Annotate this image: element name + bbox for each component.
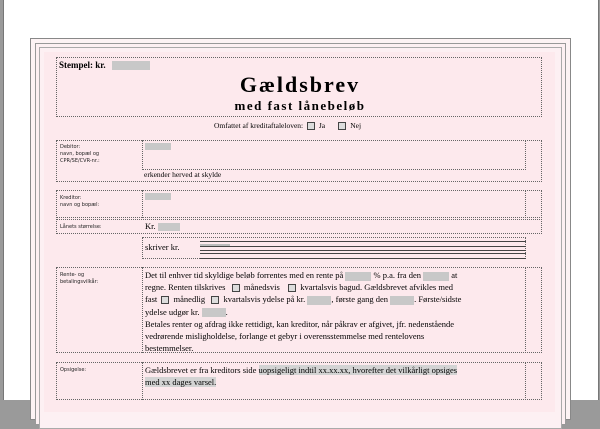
- debitor-sub1: navn, bopæl og: [60, 151, 100, 157]
- ja-checkbox[interactable]: [307, 122, 315, 130]
- kreditor-sub: navn og bopæl:: [60, 202, 100, 208]
- rente-start-date-field[interactable]: [423, 272, 449, 281]
- nej-checkbox[interactable]: [338, 122, 346, 130]
- debitor-field-box: [142, 140, 526, 170]
- opsigelse-paragraph: [145, 364, 457, 388]
- first-payment-date-field[interactable]: [390, 296, 414, 305]
- debitor-name-field[interactable]: [145, 143, 171, 150]
- rente-text-4b: .: [225, 306, 228, 317]
- document-title: Gældsbrev: [239, 72, 361, 97]
- rente-paragraph: [145, 269, 461, 354]
- rente-percent-field[interactable]: [345, 272, 371, 281]
- opsigelse-notice-field[interactable]: med xx dages varsel.: [145, 377, 217, 388]
- kreditor-field-box: [142, 190, 526, 218]
- stempel-amount-field[interactable]: [112, 61, 150, 70]
- skriver-label: skriver kr.: [145, 242, 180, 252]
- rente-text-3b: månedlig: [173, 294, 206, 305]
- rente-line-1: [145, 269, 461, 281]
- rente-label: Rente- og: [60, 272, 85, 278]
- rente-text-1a: Det til enhver tid skyldige beløb forrentes med en rente på: [145, 270, 344, 280]
- rente-text-3e: . Første/sidste: [414, 294, 462, 305]
- opsigelse-text-1a: Gældsbrevet er fra kreditors side: [145, 365, 257, 375]
- rente-line-4: [145, 306, 461, 318]
- kreditor-label: Kreditor:: [60, 195, 82, 201]
- stempel-line: [59, 60, 150, 70]
- rente-text-1c: at: [451, 270, 458, 280]
- maanedlig-checkbox[interactable]: [161, 296, 169, 304]
- rente-line-5: Betales renter og afdrag ikke rettidigt, kan kreditor, når påkrav er afgivet, jfr. nedenstående: [145, 318, 455, 329]
- rente-text-2c: kvartalsvis bagud. Gældsbrevet afvikles med: [300, 282, 453, 293]
- rente-text-4a: ydelse udgør kr.: [145, 306, 200, 317]
- document-subtitle: med fast lånebeløb: [234, 98, 366, 113]
- laanets-label: Lånets størrelse:: [60, 224, 102, 230]
- final-payment-amount-field[interactable]: [202, 308, 226, 317]
- opsigelse-terms-field[interactable]: uopsigeligt indtil xx.xx.xx, hvorefter det vilkårligt opsiges: [258, 365, 458, 375]
- opsigelse-line-2: [145, 376, 457, 388]
- kr-line: [145, 221, 180, 232]
- erkender-text: erkender herved at skylde: [144, 170, 222, 179]
- kvartalsvis-ydelse-checkbox[interactable]: [211, 296, 219, 304]
- rente-line-6: vedrørende misligholdelse, forlange et gebyr i overensstemmelse med rentelovens: [145, 331, 425, 342]
- skriver-amount-lines[interactable]: [200, 241, 526, 259]
- laanets-section: [56, 219, 542, 234]
- omfattet-line: [214, 121, 361, 130]
- rente-label2: betalingsvilkår:: [60, 279, 99, 285]
- rente-text-3c: kvartalsvis ydelse på kr.: [223, 294, 306, 305]
- omfattet-label: Omfattet af kreditaftaleloven:: [214, 121, 304, 130]
- rente-text-2a: regne. Renten tilskrives: [145, 282, 226, 293]
- rente-line-7: bestemmelser.: [145, 343, 194, 354]
- rente-text-2b: månedsvis: [243, 282, 280, 293]
- rente-text-3a: fast: [145, 294, 158, 305]
- stempel-label: Stempel: kr.: [59, 60, 106, 70]
- rente-text-3d: , første gang den: [331, 294, 389, 305]
- rente-text-1b: % p.a. fra den: [373, 270, 421, 280]
- nej-label: Nej: [350, 121, 362, 130]
- debitor-sub2: CPR/SE/CVR-nr.:: [60, 158, 100, 164]
- laan-amount-field[interactable]: [158, 223, 180, 231]
- ja-label: Ja: [318, 121, 326, 130]
- debitor-label: Debitor:: [60, 144, 81, 150]
- opsigelse-label: Opsigelse:: [60, 367, 87, 373]
- maanedsvis-checkbox[interactable]: [232, 284, 240, 292]
- ydelse-amount-field[interactable]: [307, 296, 331, 305]
- rente-line-2: [145, 281, 461, 293]
- opsigelse-line-1: [145, 364, 457, 376]
- kvartalsvis-bagud-checkbox[interactable]: [288, 284, 296, 292]
- kreditor-name-field[interactable]: [145, 193, 171, 200]
- rente-line-3: [145, 293, 461, 305]
- kr-label: Kr.: [145, 221, 156, 231]
